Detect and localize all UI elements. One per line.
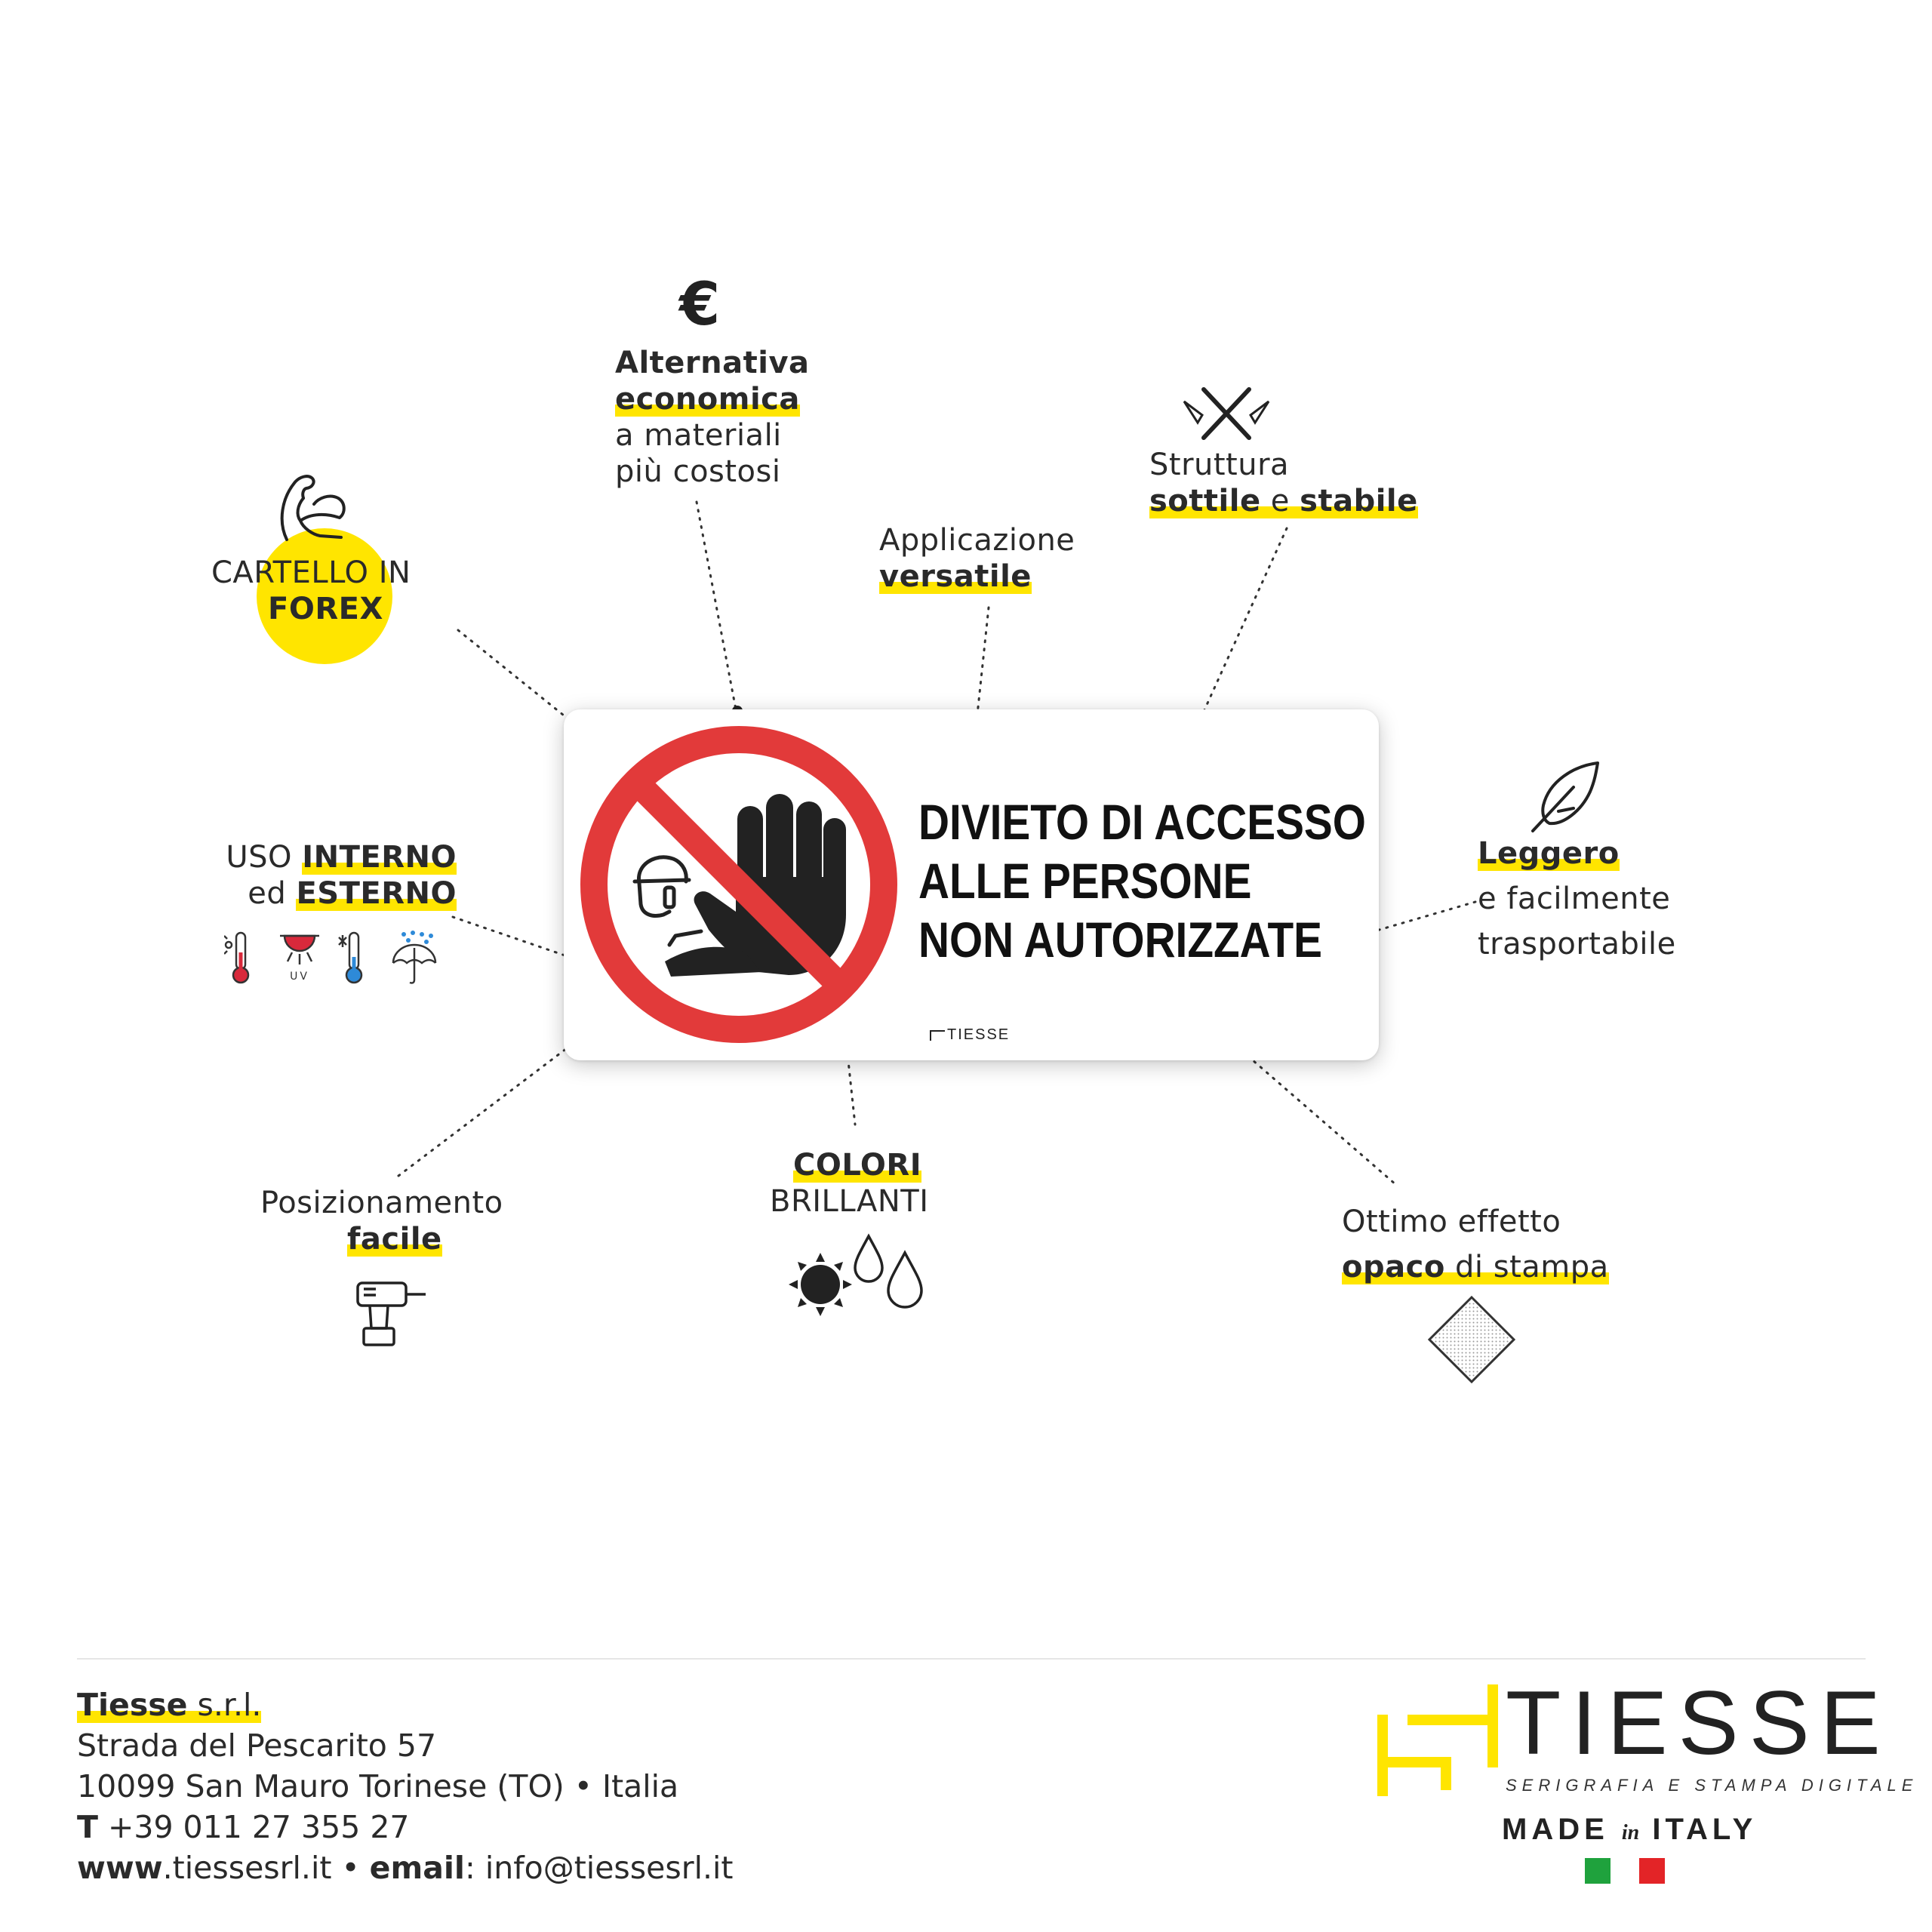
web-rest[interactable]: .tiessesrl.it • [162, 1850, 370, 1886]
sign-logo-text: TIESSE [947, 1026, 1011, 1043]
feature-versatile [879, 522, 1121, 605]
brand-name: TIESSE [1506, 1672, 1891, 1774]
versatile-line1: Applicazione [879, 523, 1075, 558]
forex-line2: FOREX [268, 592, 383, 626]
economica-line3: a materiali [615, 418, 782, 453]
feature-opaco [1340, 1204, 1641, 1385]
made-post: ITALY [1639, 1813, 1758, 1846]
forex-line1: CARTELLO IN [211, 555, 411, 590]
company-rest: s.r.l. [187, 1687, 262, 1723]
uv-icon [277, 930, 322, 983]
address-street: Strada del Pescarito 57 [77, 1727, 437, 1764]
opaco-rest: di stampa [1444, 1250, 1609, 1284]
economica-line1: Alternativa [615, 346, 810, 380]
made-in-italy [1502, 1813, 1757, 1847]
brand-logo-mark-icon [1377, 1684, 1498, 1798]
colori-line1: COLORI [793, 1148, 922, 1183]
made-in: in [1621, 1821, 1640, 1844]
rain-umbrella-icon [390, 930, 438, 986]
heat-thermometer-icon [224, 930, 257, 986]
sottile-line1: Struttura [1149, 448, 1290, 482]
sottile-bold2: stabile [1300, 484, 1418, 518]
cold-thermometer-icon [337, 930, 371, 986]
made-pre: MADE [1502, 1813, 1622, 1846]
feature-leggero [1475, 758, 1762, 970]
sun-water-icon [784, 1230, 928, 1321]
matte-texture-icon [1426, 1294, 1517, 1385]
sign-logo [930, 1026, 1010, 1044]
posizionamento-line1: Posizionamento [260, 1186, 503, 1220]
web-email-row [77, 1847, 733, 1888]
company-name [77, 1684, 733, 1725]
leggero-line1: Leggero [1478, 836, 1620, 871]
opaco-bold: opaco [1342, 1250, 1445, 1284]
sign-line3: NON AUTORIZZATE [918, 912, 1322, 968]
versatile-line2: versatile [879, 559, 1032, 594]
sign-line1: DIVIETO DI ACCESSO [918, 794, 1366, 850]
euro-icon: € [679, 271, 721, 339]
sign-logo-mark-icon [930, 1030, 945, 1041]
italy-flag-icon [1585, 1858, 1668, 1884]
footer-contact [77, 1684, 733, 1888]
feature-posizionamento [257, 1185, 543, 1351]
feature-economica [615, 271, 841, 494]
opaco-line1: Ottimo effetto [1342, 1204, 1561, 1239]
uso-bold2: ESTERNO [296, 876, 457, 911]
leggero-line2: e facilmente [1478, 881, 1671, 916]
web-label[interactable]: www [77, 1850, 163, 1886]
feature-sottile [1147, 385, 1449, 536]
drill-icon [353, 1275, 429, 1351]
sottile-mid: e [1260, 484, 1300, 518]
feature-uso [200, 839, 457, 990]
uv-label: UV [290, 971, 309, 983]
uso-pre2: ed [248, 876, 297, 911]
uso-pre1: USO [226, 840, 303, 875]
prohibition-symbol [580, 726, 897, 1043]
email-rest[interactable]: : info@tiessesrl.it [464, 1850, 734, 1886]
flexed-arm-icon [273, 468, 349, 543]
feature-forex [211, 468, 453, 664]
flex-cross-icon [1181, 385, 1272, 445]
phone-number: +39 011 27 355 27 [97, 1809, 410, 1845]
posizionamento-line2: facile [347, 1222, 442, 1257]
footer-divider [77, 1658, 1866, 1660]
flag-red [1639, 1858, 1665, 1884]
brand-tagline: SERIGRAFIA E STAMPA DIGITALE [1506, 1776, 1918, 1795]
flag-green [1585, 1858, 1611, 1884]
company-bold: Tiesse [77, 1687, 188, 1723]
feature-icon [1528, 758, 1604, 834]
feature-colori [766, 1147, 977, 1328]
economica-line2: economica [615, 382, 800, 417]
weather-icons-row [224, 930, 451, 990]
uso-bold1: INTERNO [302, 840, 457, 875]
product-sign [564, 709, 1379, 1060]
economica-line4: più costosi [615, 454, 781, 489]
colori-line2: BRILLANTI [770, 1184, 929, 1219]
address-city: 10099 San Mauro Torinese (TO) • Italia [77, 1768, 679, 1804]
phone-row [77, 1807, 733, 1847]
sign-line2: ALLE PERSONE [918, 853, 1252, 909]
sign-text [918, 792, 1366, 969]
sottile-bold1: sottile [1149, 484, 1261, 518]
leggero-line3: trasportabile [1478, 927, 1676, 961]
phone-label: T [77, 1809, 98, 1845]
email-label[interactable]: email [369, 1850, 465, 1886]
